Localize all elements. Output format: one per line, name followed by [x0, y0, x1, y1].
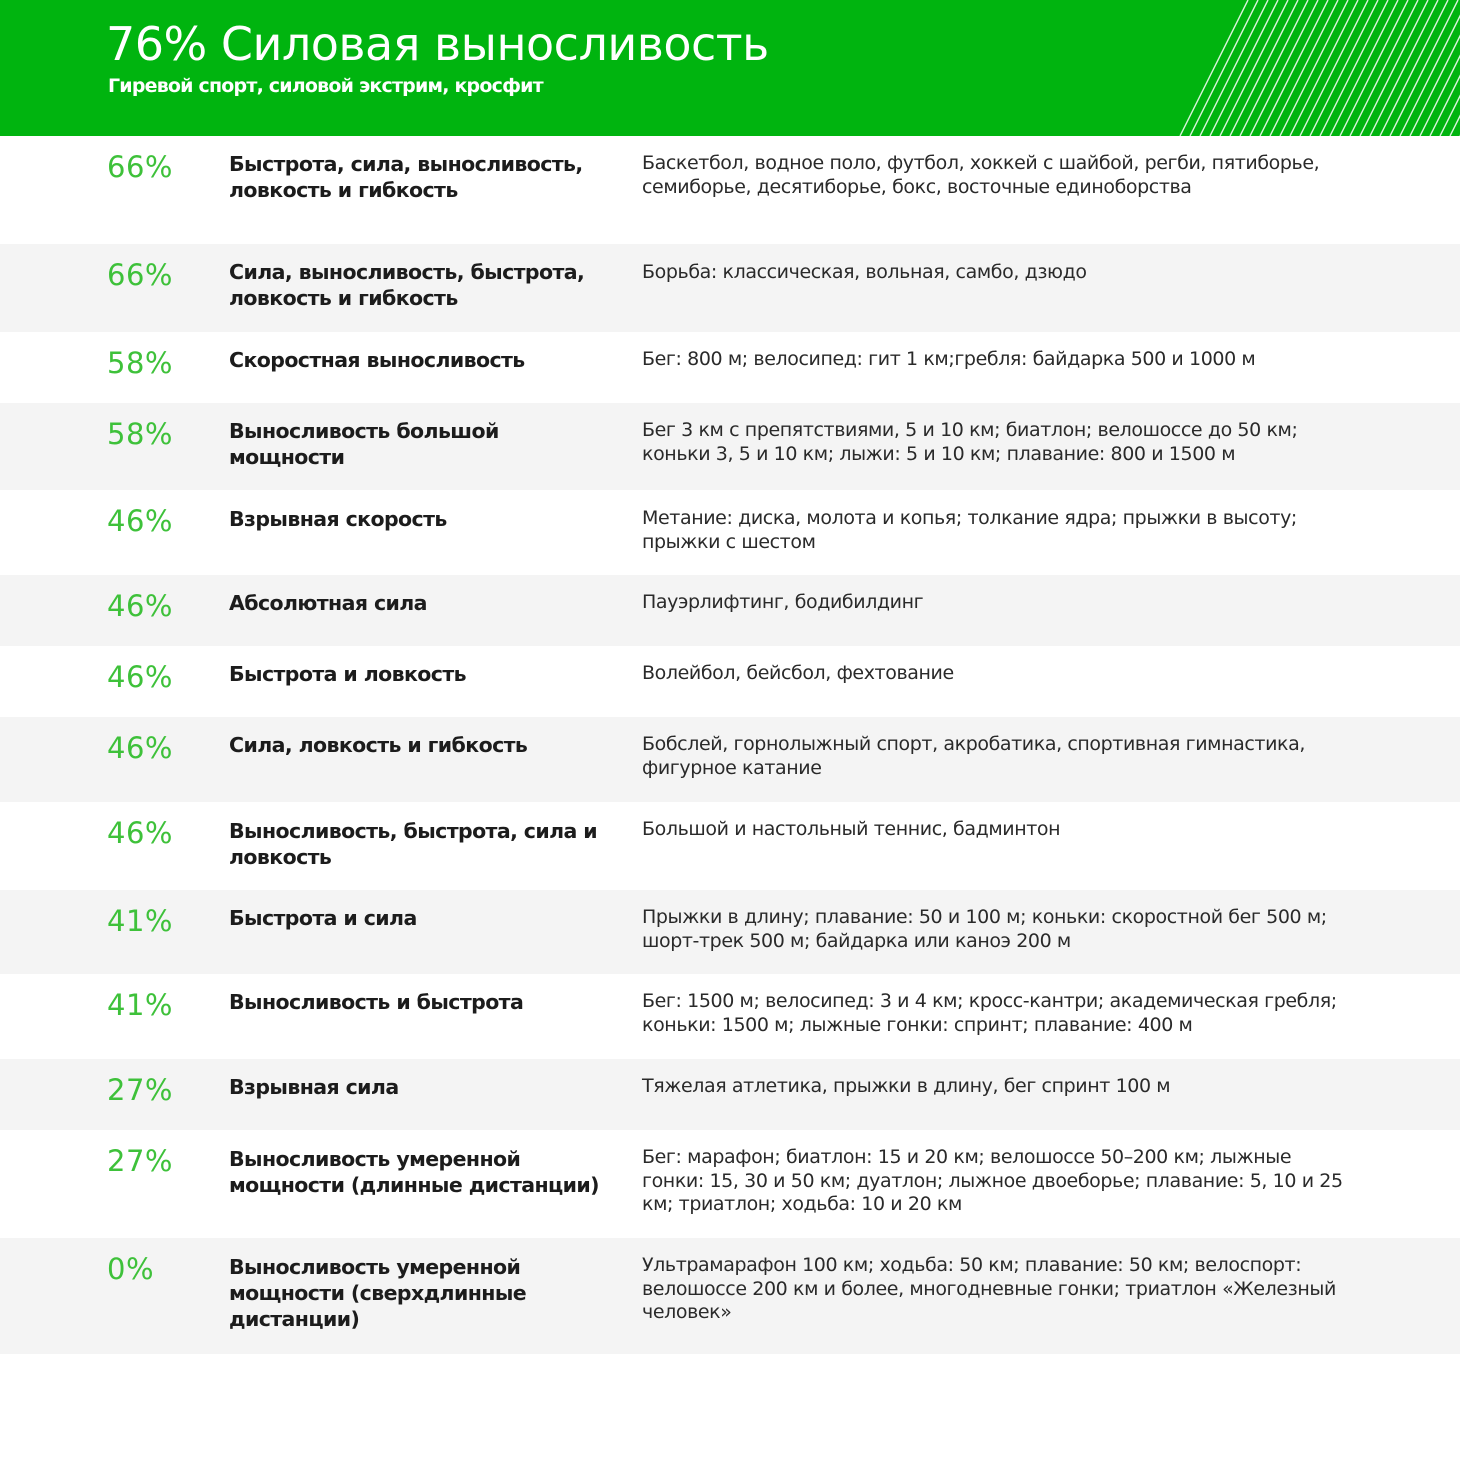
- row-quality: Сила, выносливость, быстрота, ловкость и гибкость: [229, 260, 585, 310]
- row-percent: 46%: [107, 816, 173, 850]
- row-percent: 46%: [107, 660, 173, 694]
- row-sports: Ультрамарафон 100 км; ходьба: 50 км; плавание: 50 км; велоспорт: велошоссе 200 км и более, многодневные гонки; триатлон «Железный человек»: [642, 1254, 1336, 1323]
- row-sports: Тяжелая атлетика, прыжки в длину, бег спринт 100 м: [642, 1075, 1171, 1097]
- row-sports: Борьба: классическая, вольная, самбо, дзюдо: [642, 261, 1087, 283]
- table-row: [0, 244, 1460, 332]
- row-percent: 58%: [107, 346, 173, 380]
- row-percent: 46%: [107, 731, 173, 765]
- table-row: [0, 717, 1460, 802]
- row-percent: 41%: [107, 904, 173, 938]
- row-sports: Метание: диска, молота и копья; толкание ядра; прыжки в высоту; прыжки с шестом: [642, 507, 1297, 553]
- row-sports: Баскетбол, водное поло, футбол, хоккей с шайбой, регби, пятиборье, семиборье, десятиборье, бокс, восточные единоборства: [642, 152, 1320, 198]
- page-title: 76% Силовая выносливость: [106, 17, 769, 71]
- table-row: [0, 1130, 1460, 1238]
- row-quality: Выносливость умеренной мощности (длинные дистанции): [229, 1147, 599, 1197]
- row-percent: 66%: [107, 150, 173, 184]
- row-quality: Скоростная выносливость: [229, 348, 525, 372]
- row-quality: Взрывная сила: [229, 1075, 399, 1099]
- row-quality: Абсолютная сила: [229, 591, 427, 615]
- table-row: [0, 974, 1460, 1059]
- row-quality: Быстрота, сила, выносливость, ловкость и гибкость: [229, 152, 583, 202]
- row-quality: Выносливость и быстрота: [229, 990, 524, 1014]
- row-sports: Бег: марафон; биатлон: 15 и 20 км; велошоссе 50–200 км; лыжные гонки: 15, 30 и 50 км; дуатлон; лыжное двоеборье; плавание: 5, 10 и 25 км; триатлон; ходьба: 10 и 20 км: [642, 1146, 1343, 1215]
- row-percent: 27%: [107, 1073, 173, 1107]
- table-row: [0, 403, 1460, 490]
- row-quality: Быстрота и ловкость: [229, 662, 466, 686]
- row-sports: Прыжки в длину; плавание: 50 и 100 м; коньки: скоростной бег 500 м; шорт-трек 500 м; байдарка или каноэ 200 м: [642, 906, 1327, 952]
- table-row: [0, 490, 1460, 575]
- row-quality: Выносливость умеренной мощности (сверхдлинные дистанции): [229, 1255, 527, 1331]
- row-quality: Выносливость, быстрота, сила и ловкость: [229, 819, 598, 869]
- row-quality: Взрывная скорость: [229, 507, 447, 531]
- row-sports: Бег: 800 м; велосипед: гит 1 км;гребля: байдарка 500 и 1000 м: [642, 348, 1256, 370]
- table-row: [0, 1238, 1460, 1354]
- table-row: [0, 890, 1460, 974]
- page-subtitle: Гиревой спорт, силовой экстрим, кросфит: [108, 75, 543, 97]
- row-percent: 58%: [107, 417, 173, 451]
- row-sports: Бобслей, горнолыжный спорт, акробатика, спортивная гимнастика, фигурное катание: [642, 733, 1306, 779]
- table-row: [0, 332, 1460, 403]
- row-sports: Волейбол, бейсбол, фехтование: [642, 662, 954, 684]
- row-percent: 46%: [107, 589, 173, 623]
- row-sports: Бег: 1500 м; велосипед: 3 и 4 км; кросс-кантри; академическая гребля; коньки: 1500 м; лыжные гонки: спринт; плавание: 400 м: [642, 990, 1337, 1036]
- row-sports: Бег 3 км с препятствиями, 5 и 10 км; биатлон; велошоссе до 50 км; коньки 3, 5 и 10 км; лыжи: 5 и 10 км; плавание: 800 и 1500 м: [642, 419, 1298, 465]
- page-header: [0, 0, 1460, 136]
- sports-table: [0, 136, 1460, 1354]
- row-percent: 41%: [107, 988, 173, 1022]
- table-row: [0, 802, 1460, 890]
- row-percent: 0%: [107, 1252, 155, 1286]
- row-quality: Выносливость большой мощности: [229, 419, 499, 469]
- row-sports: Большой и настольный теннис, бадминтон: [642, 818, 1061, 840]
- row-quality: Сила, ловкость и гибкость: [229, 733, 528, 757]
- table-row: [0, 1059, 1460, 1130]
- row-quality: Быстрота и сила: [229, 906, 417, 930]
- table-row: [0, 136, 1460, 244]
- row-percent: 46%: [107, 504, 173, 538]
- row-percent: 66%: [107, 258, 173, 292]
- table-row: [0, 646, 1460, 717]
- row-sports: Пауэрлифтинг, бодибилдинг: [642, 591, 924, 613]
- row-percent: 27%: [107, 1144, 173, 1178]
- table-row: [0, 575, 1460, 646]
